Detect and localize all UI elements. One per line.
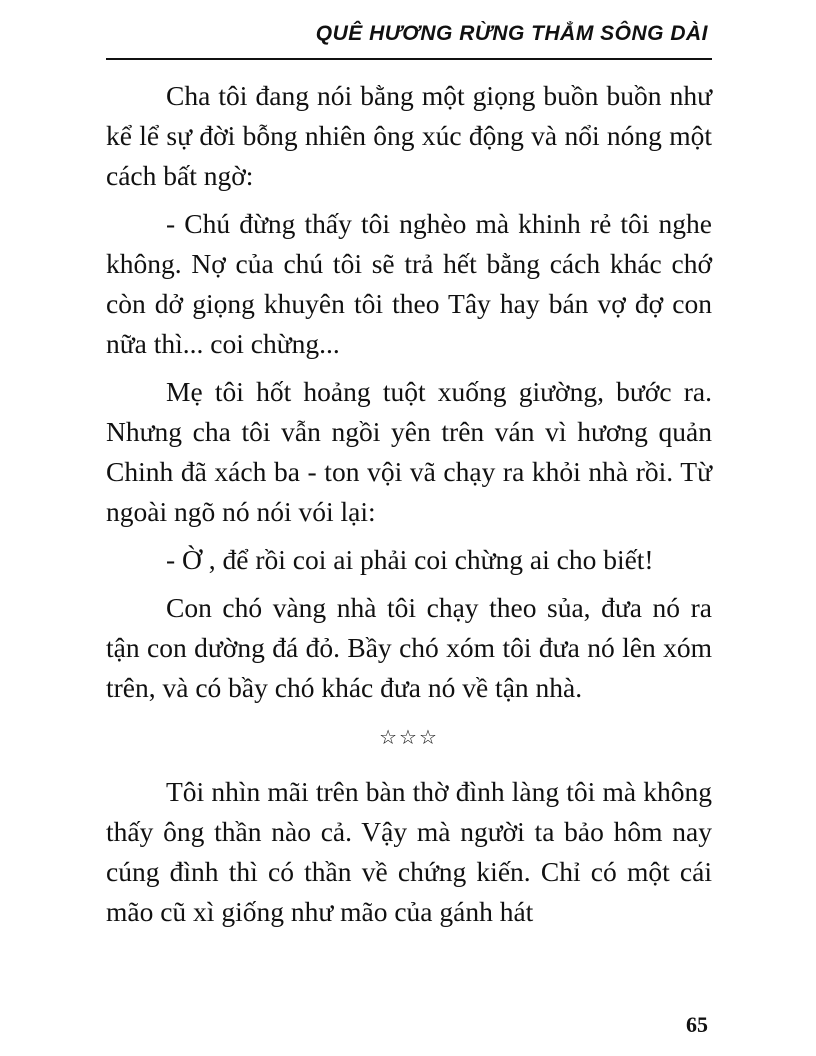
body-text: [106, 76, 712, 940]
running-header: QUÊ HƯƠNG RỪNG THẲM SÔNG DÀI: [315, 22, 708, 45]
paragraph: - Chú đừng thấy tôi nghèo mà khinh rẻ tôi nghe không. Nợ của chú tôi sẽ trả hết bằng cách khác chớ còn dở giọng khuyên tôi theo Tây hay bán vợ đợ con nữa thì... coi chừng...: [106, 208, 712, 359]
header-rule: [106, 58, 712, 60]
section-break-stars-icon: ☆☆☆: [379, 725, 439, 749]
page-number: 65: [686, 1012, 708, 1037]
paragraph: Tôi nhìn mãi trên bàn thờ đình làng tôi mà không thấy ông thần nào cả. Vậy mà người ta bảo hôm nay cúng đình thì có thần về chứng kiến. Chỉ có một cái mão cũ xì giống như mão của gánh hát: [106, 776, 712, 927]
paragraph: - Ờ , để rồi coi ai phải coi chừng ai cho biết!: [166, 544, 654, 575]
paragraph: Mẹ tôi hốt hoảng tuột xuống giường, bước ra. Nhưng cha tôi vẫn ngồi yên trên ván vì hương quản Chinh đã xách ba - ton vội vã chạy ra khỏi nhà rồi. Từ ngoài ngõ nó nói vói lại:: [106, 376, 712, 527]
paragraph: Cha tôi đang nói bằng một giọng buồn buồn như kể lể sự đời bỗng nhiên ông xúc động và nổi nóng một cách bất ngờ:: [106, 80, 712, 191]
paragraph: Con chó vàng nhà tôi chạy theo sủa, đưa nó ra tận con dường đá đỏ. Bầy chó xóm tôi đưa nó lên xóm trên, và có bầy chó khác đưa nó về tận nhà.: [106, 592, 712, 703]
